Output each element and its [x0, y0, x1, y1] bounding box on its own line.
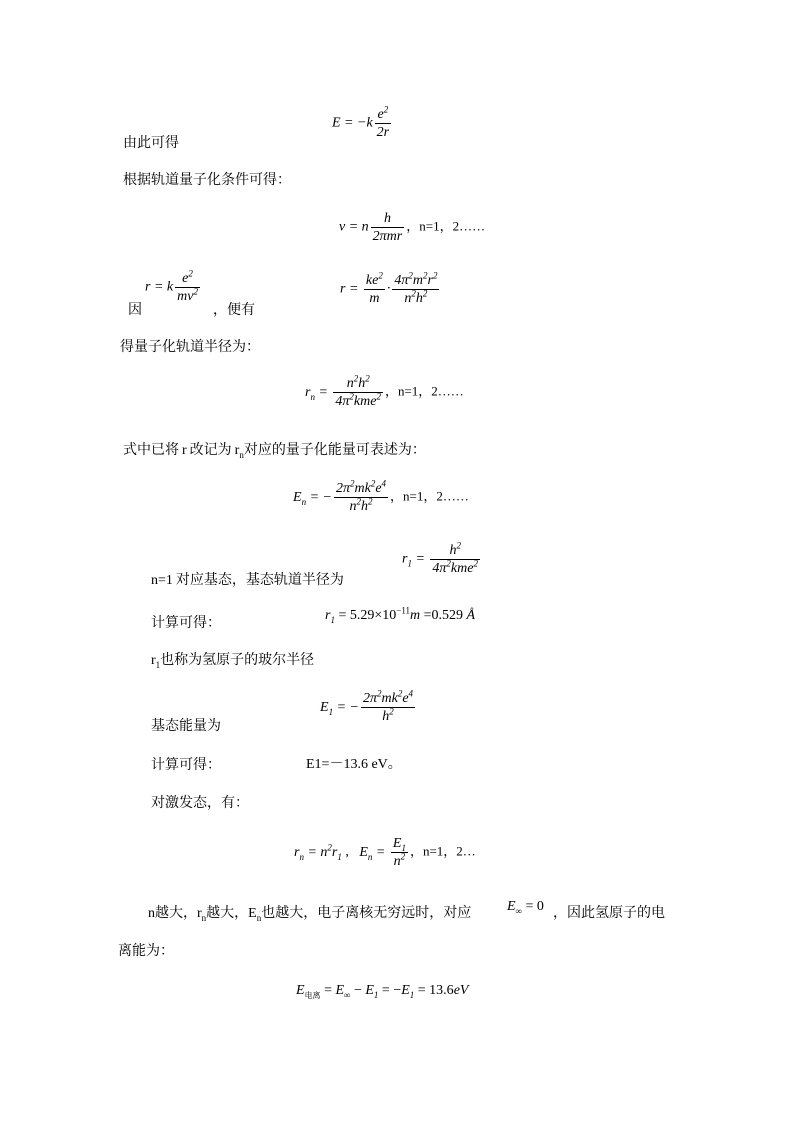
formula-quantized-radius: $r_n$ = $n^2h^2$ $4\pi^2kme^2$ ，n=1，2…… [305, 373, 464, 409]
text-line: n=1 对应基态，基态轨道半径为 [151, 572, 344, 588]
formula-quantized-energy: $E_n$ = − $\frac{2\pi^2mk^2e^4}{n^2h^2}$ ，n=1，2…… [293, 478, 469, 514]
ground-energy-value: E1=－13.6 eV。 [306, 757, 402, 772]
formula-radius-force: r = k $\frac{e^2}{mv^2}$ [145, 268, 198, 304]
text-line: n越大，$r_n$越大，$E_n$也越大，电子离核无穷远时，对应 [148, 905, 472, 923]
formula-radius-substituted: r = $\frac{ke^2}{m}$ · $\frac{4\pi^2m^2r^2}{n^2h^2}$ [340, 270, 438, 306]
formula-ground-energy: $E_1$ = − $\frac{2\pi^2mk^2e^4}{h^2}$ [320, 688, 414, 724]
text-line: 计算可得： [151, 615, 221, 631]
formula-energy: E = −k $\frac{e^2}{2r}$ [332, 104, 390, 140]
text-line: 基态能量为 [151, 718, 221, 734]
formula-bohr-radius: $r_1$ = $h^2$ $4\pi^2kme^2$ [402, 540, 478, 576]
text-line: ，便有 [213, 302, 255, 318]
formula-velocity: v = n h 2πmr ，n=1，2…… [339, 211, 486, 244]
formula-ionization-energy: $E_{电离} = E_\infty - E_1 = -E_1 = 13.6eV$ [296, 983, 469, 1000]
text-line: 对激发态，有： [151, 795, 249, 811]
text-line: $r_1$也称为氢原子的玻尔半径 [151, 652, 315, 670]
formula-infinity-energy: $E_\infty = 0$ [507, 899, 544, 916]
formula-excited-states: $r_n = n^2r_1$ , $E_n$ = $\frac{E_1}{n^2}$ ，n=1，2… [294, 836, 476, 869]
text-line: 计算可得： [151, 757, 221, 773]
text-line: 得量子化轨道半径为： [120, 339, 260, 355]
formula-bohr-radius-value: $r_1 = 5.29\times 10^{-11}m =0.529$ Å [325, 605, 476, 625]
text-line: 根据轨道量子化条件可得： [123, 172, 291, 188]
text-line: 离能为： [118, 943, 174, 959]
text-line: 式中已将 r 改记为 $r_n$对应的量子化能量可表述为： [123, 442, 426, 460]
text-line: 因 [128, 302, 142, 318]
text-line: 由此可得 [123, 135, 179, 151]
text-line: ，因此氢原子的电 [553, 905, 665, 921]
